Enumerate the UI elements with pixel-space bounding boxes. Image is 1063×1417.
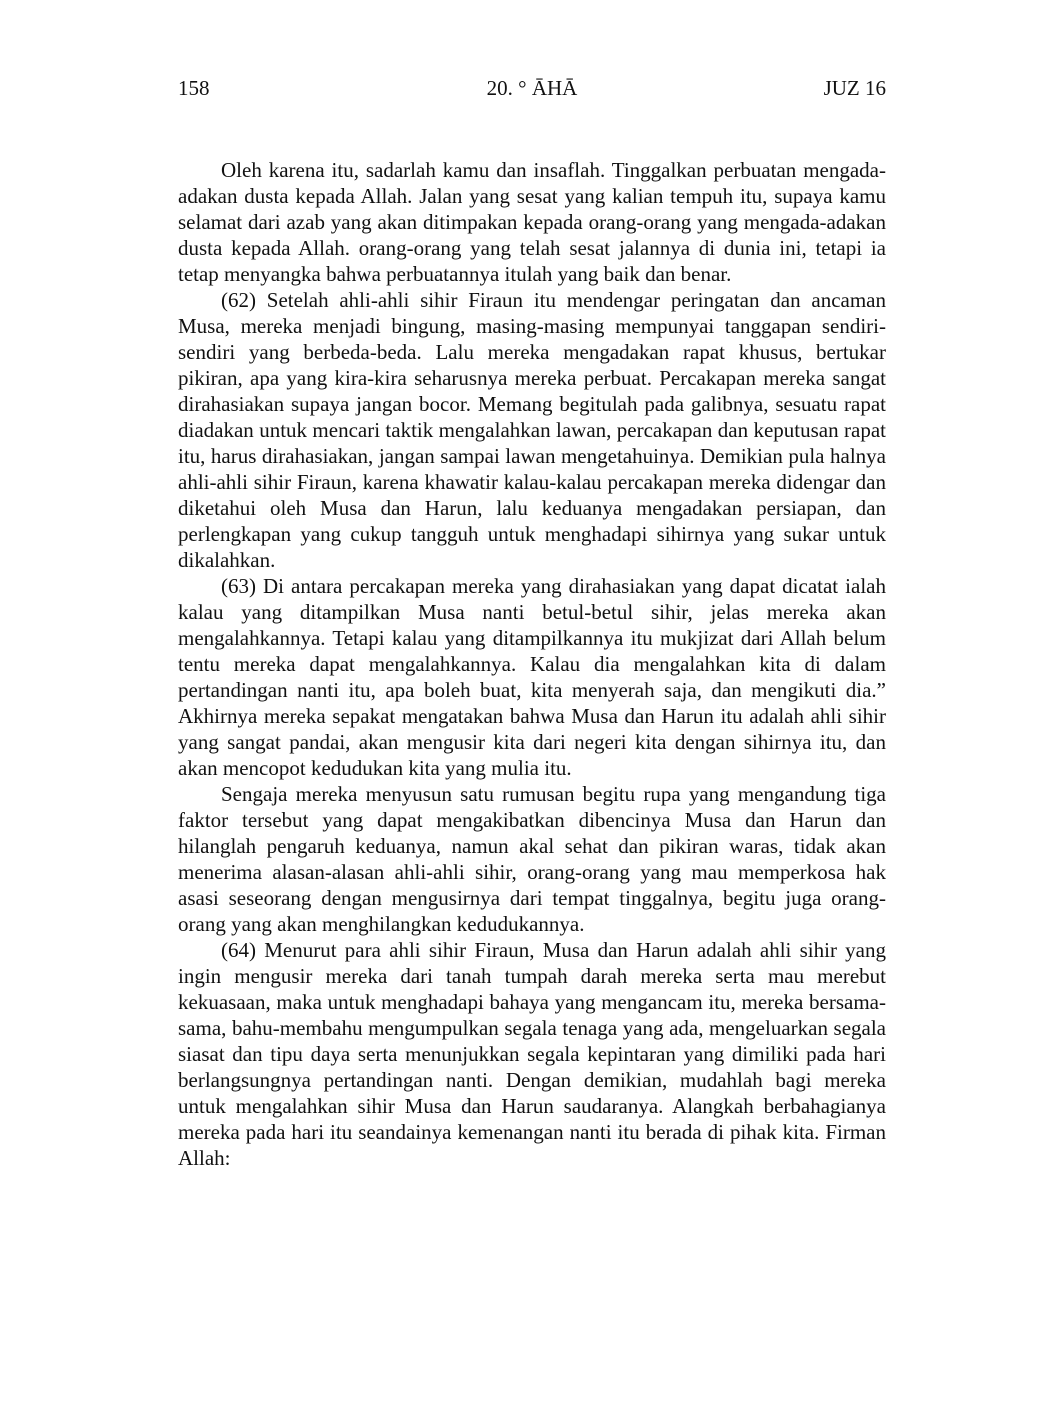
paragraph: Oleh karena itu, sadarlah kamu dan insaflah. Tinggalkan perbuatan mengada-adakan dusta kepada Allah. Jalan yang sesat yang kalian tempuh itu, supaya kamu selamat dari azab yang akan ditimpakan kepada orang-orang yang mengada-adakan dusta kepada Allah. orang-orang yang telah sesat jalannya di dunia ini, tetapi ia tetap menyangka bahwa perbuatannya itulah yang baik dan benar. bbox=[178, 158, 886, 286]
juz-label: JUZ 16 bbox=[823, 76, 886, 100]
paragraph: (62) Setelah ahli-ahli sihir Firaun itu mendengar peringatan dan ancaman Musa, mereka menjadi bingung, masing-masing mempunyai tanggapan sendiri-sendiri yang berbeda-beda. Lalu mereka mengadakan rapat khusus, bertukar pikiran, apa yang kira-kira seharusnya mereka perbuat. Percakapan mereka sangat dirahasiakan supaya jangan bocor. Memang begitulah pada galibnya, sesuatu rapat diadakan untuk mencari taktik mengalahkan lawan, percakapan dan keputusan rapat itu, harus dirahasiakan, jangan sampai lawan mengetahuinya. Demikian pula halnya ahli-ahli sihir Firaun, karena khawatir kalau-kalau percakapan mereka didengar dan diketahui oleh Musa dan Harun, lalu keduanya mengadakan persiapan, dan perlengkapan yang cukup tangguh untuk menghadapi sihirnya yang sukar untuk dikalahkan. bbox=[178, 288, 886, 572]
page-header bbox=[178, 74, 886, 102]
paragraph: Sengaja mereka menyusun satu rumusan begitu rupa yang mengandung tiga faktor tersebut yang dapat mengakibatkan dibencinya Musa dan Harun dan hilanglah pengaruh keduanya, namun akal sehat dan pikiran waras, tidak akan menerima alasan-alasan ahli-ahli sihir, orang-orang yang mau memperkosa hak asasi seseorang dengan mengusirnya dari tempat tinggalnya, begitu juga orang-orang yang akan menghilangkan kedudukannya. bbox=[178, 782, 886, 936]
paragraph: (63) Di antara percakapan mereka yang dirahasiakan yang dapat dicatat ialah kalau yang ditampilkan Musa nanti betul-betul sihir, jelas mereka akan mengalahkannya. Tetapi kalau yang ditampilkannya itu mukjizat dari Allah belum tentu mereka dapat mengalahkannya. Kalau dia mengalahkan kita di dalam pertandingan nanti itu, apa boleh buat, kita menyerah saja, dan mengikuti dia.” Akhirnya mereka sepakat mengatakan bahwa Musa dan Harun itu adalah ahli sihir yang sangat pandai, akan mengusir kita dari negeri kita dengan sihirnya itu, dan akan mencopot kedudukan kita yang mulia itu. bbox=[178, 574, 886, 780]
page-body bbox=[178, 157, 886, 1171]
page-number: 158 bbox=[178, 76, 210, 100]
paragraph: (64) Menurut para ahli sihir Firaun, Musa dan Harun adalah ahli sihir yang ingin mengusir mereka dari tanah tumpah darah mereka serta mau merebut kekuasaan, maka untuk menghadapi bahaya yang mengancam itu, mereka bersama-sama, bahu-membahu mengumpulkan segala tenaga yang ada, mengeluarkan segala siasat dan tipu daya serta menunjukkan segala kepintaran yang dimiliki pada hari berlangsungnya pertandingan nanti. Dengan demikian, mudahlah bagi mereka untuk mengalahkan sihir Musa dan Harun saudaranya. Alangkah berbahagianya mereka pada hari itu seandainya kemenangan nanti itu berada di pihak kita. Firman Allah: bbox=[178, 938, 886, 1170]
surah-title: 20. ° ĀHĀ bbox=[486, 76, 578, 100]
